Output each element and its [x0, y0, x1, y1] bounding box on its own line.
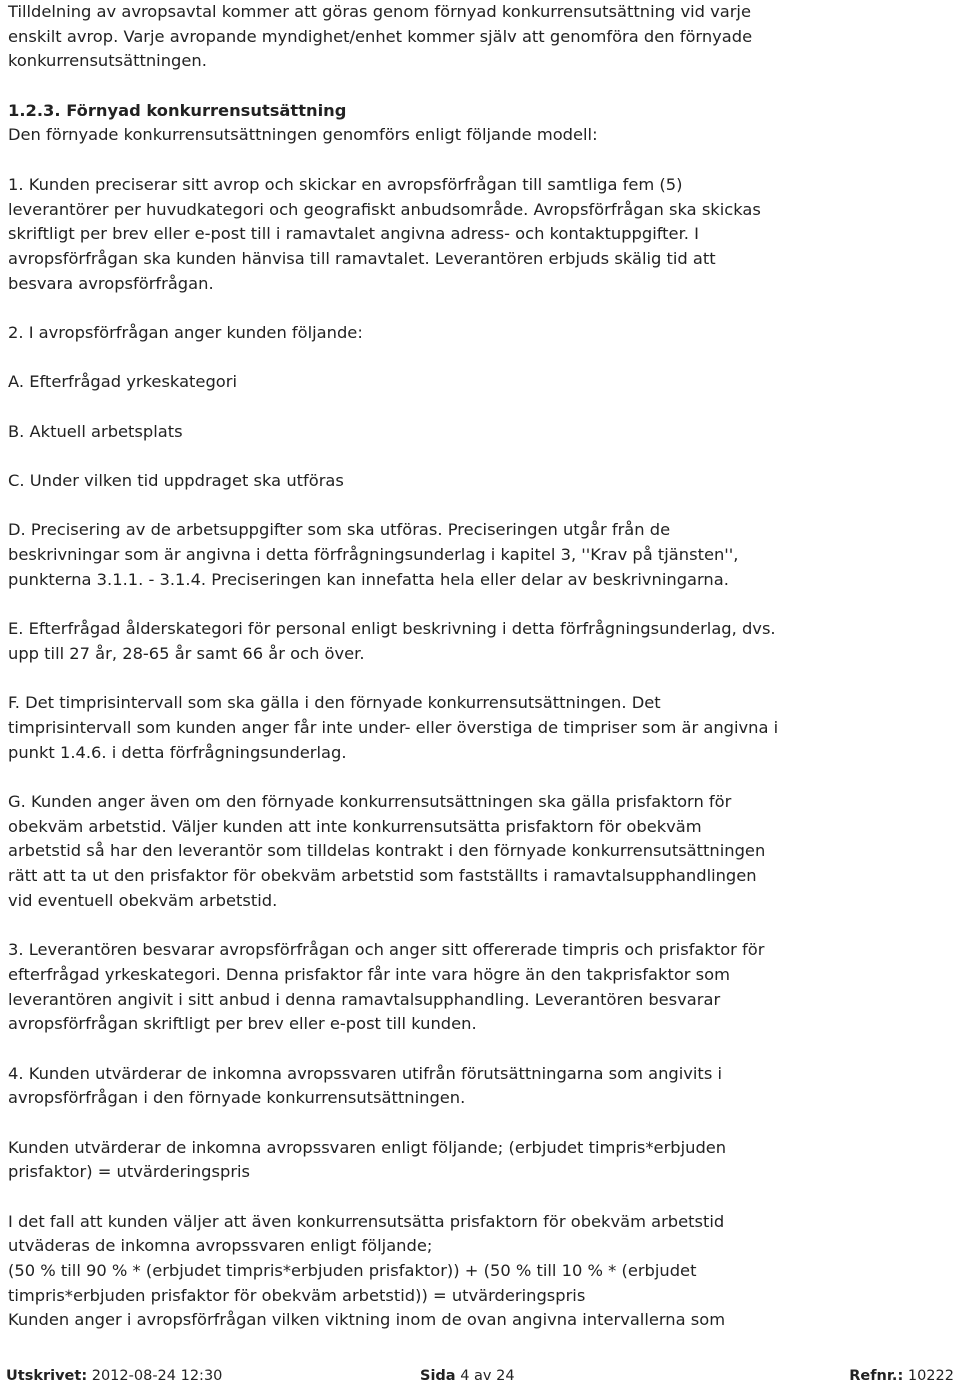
paragraph-gap — [8, 1185, 956, 1210]
text-line: avropsförfrågan i den förnyade konkurrensutsättningen. — [8, 1088, 466, 1108]
text-line: A. Efterfrågad yrkeskategori — [8, 372, 237, 392]
page-footer — [6, 1366, 954, 1386]
text-line: Kunden utvärderar de inkomna avropssvaren enligt följande; (erbjudet timpris*erbjuden — [8, 1137, 727, 1157]
text-line: Kunden anger i avropsförfrågan vilken viktning inom de ovan angivna intervallerna som — [8, 1310, 726, 1330]
paragraph-gap — [8, 395, 956, 420]
text-line: timprisintervall som kunden anger får inte under- eller överstiga de timpriser som är angivna i — [8, 717, 779, 737]
printed-info — [6, 1366, 222, 1386]
paragraph-gap — [8, 593, 956, 618]
text-line: 1. Kunden preciserar sitt avrop och skickar en avropsförfrågan till samtliga fem (5) — [8, 174, 683, 194]
paragraph-gap — [8, 765, 956, 790]
paragraph-gap — [8, 346, 956, 371]
paragraph-gap — [8, 667, 956, 692]
page-total: 24 — [496, 1368, 515, 1384]
page-of: av — [474, 1368, 492, 1384]
printed-label: Utskrivet: — [6, 1368, 88, 1384]
text-line: leverantörer per huvudkategori och geografiskt anbudsområde. Avropsförfrågan ska skickas — [8, 199, 761, 219]
paragraph-gap — [8, 494, 956, 519]
text-line: Den förnyade konkurrensutsättningen genomförs enligt följande modell: — [8, 125, 598, 145]
paragraph-gap — [8, 913, 956, 938]
text-line: prisfaktor) = utvärderingspris — [8, 1162, 251, 1182]
paragraph-gap — [8, 74, 956, 99]
text-line: arbetstid så har den leverantör som tilldelas kontrakt i den förnyade konkurrensutsättningen — [8, 841, 766, 861]
text-line: 4. Kunden utvärderar de inkomna avropssvaren utifrån förutsättningarna som angivits i — [8, 1063, 722, 1083]
text-line: vid eventuell obekväm arbetstid. — [8, 890, 278, 910]
text-line: rätt att ta ut den prisfaktor för obekväm arbetstid som fastställts i ramavtalsupphandlingen — [8, 866, 757, 886]
reference-number — [849, 1366, 954, 1386]
printed-value: 2012-08-24 12:30 — [91, 1368, 223, 1384]
text-line: B. Aktuell arbetsplats — [8, 421, 183, 441]
paragraph-gap — [8, 148, 956, 173]
paragraph-gap — [8, 1111, 956, 1136]
text-line: 2. I avropsförfrågan anger kunden följande: — [8, 322, 363, 342]
text-line: avropsförfrågan skriftligt per brev eller e-post till kunden. — [8, 1014, 477, 1034]
text-line: E. Efterfrågad ålderskategori för personal enligt beskrivning i detta förfrågningsunderlag, dvs. — [8, 619, 776, 639]
text-line: konkurrensutsättningen. — [8, 51, 207, 71]
text-line: besvara avropsförfrågan. — [8, 273, 214, 293]
text-line: obekväm arbetstid. Väljer kunden att inte konkurrensutsätta prisfaktorn för obekväm — [8, 816, 702, 836]
text-line: leverantören angivit i sitt anbud i denna ramavtalsupphandling. Leverantören besvarar — [8, 989, 721, 1009]
text-line: D. Precisering av de arbetsuppgifter som ska utföras. Preciseringen utgår från de — [8, 520, 671, 540]
text-line: timpris*erbjuden prisfaktor för obekväm arbetstid)) = utvärderingspris — [8, 1285, 586, 1305]
ref-value: 10222 — [907, 1368, 954, 1384]
paragraph-gap — [8, 1037, 956, 1062]
text-line: avropsförfrågan ska kunden hänvisa till ramavtalet. Leverantören erbjuds skälig tid att — [8, 248, 716, 268]
paragraph-gap — [8, 296, 956, 321]
text-line: (50 % till 90 % * (erbjudet timpris*erbjuden prisfaktor)) + (50 % till 10 % * (erbjudet — [8, 1261, 697, 1281]
page-current: 4 — [460, 1368, 470, 1384]
ref-label: Refnr.: — [849, 1368, 904, 1384]
text-line: efterfrågad yrkeskategori. Denna prisfaktor får inte vara högre än den takprisfaktor som — [8, 964, 730, 984]
text-line: G. Kunden anger även om den förnyade konkurrensutsättningen ska gälla prisfaktorn för — [8, 792, 732, 811]
text-line: I det fall att kunden väljer att även konkurrensutsätta prisfaktorn för obekväm arbetstid — [8, 1211, 725, 1231]
text-line: C. Under vilken tid uppdraget ska utföras — [8, 471, 344, 491]
text-line: punkt 1.4.6. i detta förfrågningsunderlag. — [8, 742, 347, 762]
document-body — [8, 0, 956, 1333]
section-heading: 1.2.3. Förnyad konkurrensutsättning — [8, 100, 347, 120]
text-line: punkterna 3.1.1. - 3.1.4. Preciseringen kan innefatta hela eller delar av beskrivningarna. — [8, 569, 729, 589]
paragraph-gap — [8, 444, 956, 469]
text-line: enskilt avrop. Varje avropande myndighet/enhet kommer själv att genomföra den förnyade — [8, 26, 753, 46]
text-line: F. Det timprisintervall som ska gälla i den förnyade konkurrensutsättningen. Det — [8, 693, 661, 713]
text-line: skriftligt per brev eller e-post till i ramavtalet angivna adress- och kontaktuppgifter. I — [8, 224, 699, 244]
page-label: Sida — [420, 1368, 456, 1384]
text-line: Tilldelning av avropsavtal kommer att göras genom förnyad konkurrensutsättning vid varje — [8, 2, 751, 21]
page-number — [420, 1366, 515, 1386]
text-line: utväderas de inkomna avropssvaren enligt följande; — [8, 1236, 433, 1256]
text-line: 3. Leverantören besvarar avropsförfrågan och anger sitt offererade timpris och prisfaktor för — [8, 940, 765, 960]
text-line: upp till 27 år, 28-65 år samt 66 år och över. — [8, 643, 365, 663]
text-line: beskrivningar som är angivna i detta förfrågningsunderlag i kapitel 3, ''Krav på tjänsten'', — [8, 545, 739, 565]
